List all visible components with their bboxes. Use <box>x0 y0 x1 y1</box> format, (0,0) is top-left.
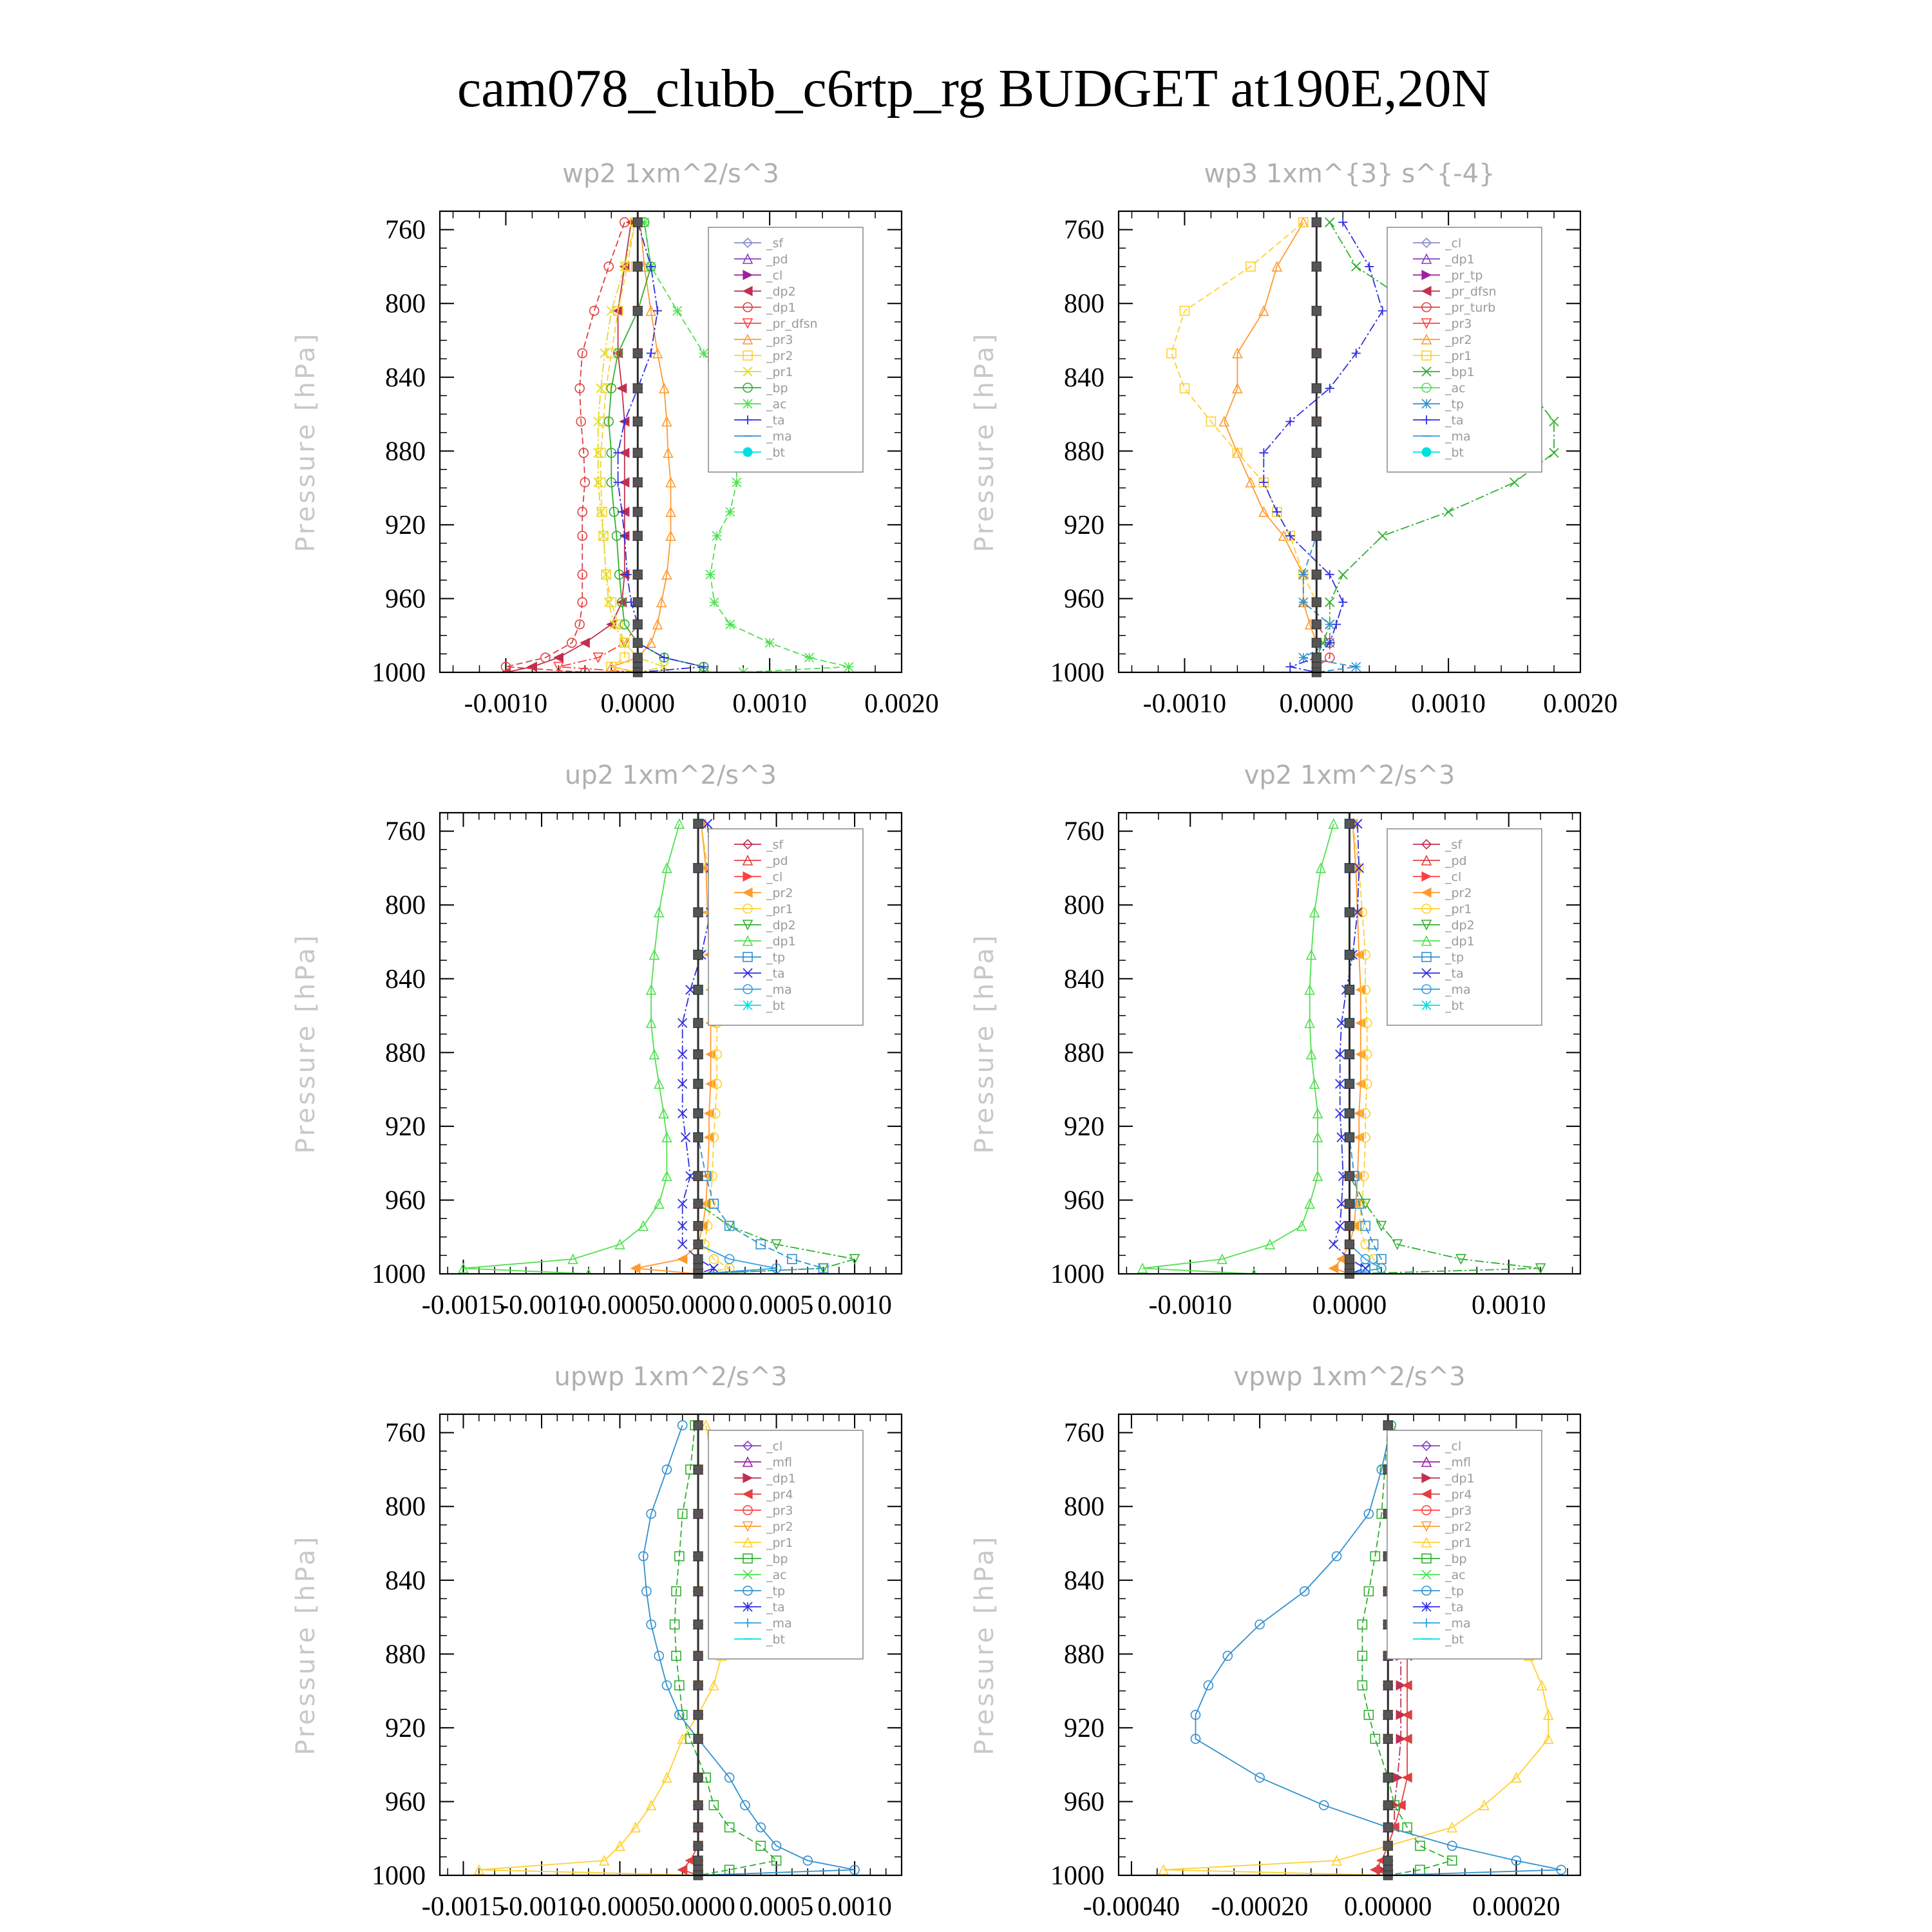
legend-label: _dp2 <box>766 918 796 933</box>
data-point-bt <box>633 653 642 662</box>
panel-title: up2 1xm^2/s^3 <box>564 761 777 790</box>
x-tick-label: 0.0005 <box>739 1892 814 1922</box>
data-point-bt <box>694 1018 703 1027</box>
y-axis-label: Pressure [hPa] <box>970 1534 999 1756</box>
y-tick-label: 840 <box>1064 363 1104 393</box>
legend-label: _bt <box>766 1633 786 1647</box>
data-point-bt <box>1383 1856 1392 1865</box>
legend-label: _bt <box>766 446 786 460</box>
y-tick-label: 840 <box>385 964 426 994</box>
data-point-bt <box>694 1620 703 1629</box>
data-point-bt <box>694 1734 703 1743</box>
data-point-bt <box>1383 1841 1392 1850</box>
y-tick-label: 760 <box>385 215 426 245</box>
y-axis-label: Pressure [hPa] <box>970 331 999 553</box>
data-point-bt <box>1345 1222 1354 1231</box>
x-tick-label: -0.0010 <box>464 689 548 719</box>
data-point-ac <box>706 570 715 579</box>
y-tick-label: 1000 <box>372 658 426 688</box>
legend-label: _pr1 <box>766 1536 793 1550</box>
x-tick-label: 0.0020 <box>1543 689 1618 719</box>
legend-label: _dp1 <box>766 934 796 949</box>
legend-label: _pr1 <box>1445 349 1472 363</box>
data-point-bt <box>1383 1773 1392 1782</box>
legend-label: _ta <box>1445 1600 1464 1615</box>
legend-label: _mfl <box>1445 1455 1471 1470</box>
data-point-bt <box>1312 417 1321 426</box>
legend-label: _bt <box>1445 446 1464 460</box>
data-point-bt <box>1312 598 1321 607</box>
legend-label: _sf <box>766 236 784 251</box>
data-point-tp <box>1299 570 1308 579</box>
legend-label: _dp1 <box>1445 252 1475 267</box>
y-tick-label: 760 <box>1064 817 1104 847</box>
legend-label: _pr1 <box>766 902 793 916</box>
legend-marker <box>1422 399 1431 408</box>
data-point-bt <box>1312 448 1321 457</box>
x-tick-label: -0.0005 <box>578 1892 662 1922</box>
data-point-bt <box>694 951 703 960</box>
y-tick-label: 920 <box>1064 510 1104 540</box>
data-point-bt <box>694 1651 703 1660</box>
legend-label: _ma <box>766 1616 792 1631</box>
legend-marker <box>743 1001 752 1010</box>
y-tick-label: 840 <box>385 1566 426 1596</box>
legend-label: _bp <box>766 381 788 395</box>
data-point-bt <box>1383 1421 1392 1430</box>
legend-marker <box>743 448 752 457</box>
legend-label: _bt <box>1445 1633 1464 1647</box>
data-point-bt <box>633 307 642 316</box>
y-tick-label: 920 <box>1064 1713 1104 1743</box>
data-point-bt <box>694 1552 703 1561</box>
data-point-bt <box>1312 507 1321 516</box>
data-point-bt <box>1345 951 1354 960</box>
x-tick-label: -0.0015 <box>421 1892 506 1922</box>
data-point-bt <box>1345 1240 1354 1249</box>
y-tick-label: 760 <box>385 817 426 847</box>
y-tick-label: 960 <box>1064 584 1104 614</box>
legend-label: _pr4 <box>766 1488 793 1502</box>
legend-label: _tp <box>1445 1584 1464 1598</box>
data-point-bt <box>1345 1133 1354 1142</box>
legend-label: _ma <box>766 983 792 997</box>
legend-label: _ta <box>1445 413 1464 428</box>
x-tick-label: 0.0010 <box>817 1291 892 1320</box>
data-point-bt <box>633 417 642 426</box>
data-point-bt <box>633 218 642 227</box>
y-tick-label: 1000 <box>372 1861 426 1891</box>
data-point-bt <box>1383 1681 1392 1690</box>
y-tick-label: 1000 <box>1050 1260 1104 1289</box>
legend-label: _pr3 <box>1445 1504 1472 1518</box>
data-point-ac <box>805 653 814 662</box>
data-point-bt <box>694 1681 703 1690</box>
legend-label: _pd <box>766 854 788 868</box>
legend-label: _pr4 <box>1445 1488 1472 1502</box>
x-tick-label: -0.0010 <box>500 1291 583 1320</box>
x-tick-label: -0.0010 <box>1148 1291 1233 1320</box>
legend-label: _ta <box>766 1600 785 1615</box>
data-point-bt <box>1345 985 1354 994</box>
legend-label: _pr1 <box>766 365 793 379</box>
data-point-bt <box>1312 531 1321 540</box>
legend-label: _sf <box>766 838 784 852</box>
data-point-ac <box>673 307 682 316</box>
data-point-bt <box>633 384 642 393</box>
y-tick-label: 800 <box>1064 1492 1104 1522</box>
legend-marker <box>1422 1602 1431 1611</box>
x-tick-label: 0.0000 <box>661 1892 735 1922</box>
x-tick-label: -0.0010 <box>1142 689 1227 719</box>
data-point-bt <box>694 1841 703 1850</box>
data-point-ac <box>844 662 853 671</box>
x-tick-label: 0.0000 <box>600 689 676 719</box>
x-tick-label: 0.0010 <box>817 1892 892 1922</box>
legend-label: _bp1 <box>1445 365 1475 379</box>
legend-label: _pr_dfsn <box>766 317 818 331</box>
data-point-bt <box>1345 1171 1354 1180</box>
y-tick-label: 800 <box>1064 289 1104 319</box>
data-point-bt <box>1312 384 1321 393</box>
x-tick-label: -0.0005 <box>578 1291 662 1320</box>
data-point-bt <box>1383 1801 1392 1810</box>
y-tick-label: 920 <box>385 510 426 540</box>
data-point-bt <box>694 1240 703 1249</box>
x-tick-label: -0.00020 <box>1211 1892 1309 1922</box>
y-tick-label: 1000 <box>1050 658 1104 688</box>
data-point-bt <box>694 1133 703 1142</box>
data-point-bt <box>633 349 642 358</box>
legend-label: _ac <box>1445 381 1466 395</box>
y-tick-label: 960 <box>1064 1787 1104 1817</box>
legend <box>1387 1430 1542 1659</box>
y-tick-label: 800 <box>385 1492 426 1522</box>
legend-label: _mfl <box>766 1455 792 1470</box>
legend-label: _ma <box>1445 983 1471 997</box>
legend-label: _pr3 <box>766 333 793 347</box>
legend-label: _dp1 <box>1445 934 1475 949</box>
legend <box>1387 829 1542 1025</box>
data-point-ac <box>699 349 708 358</box>
data-point-bt <box>694 1222 703 1231</box>
legend-label: _pr_tp <box>1445 269 1483 283</box>
legend-label: _pd <box>1445 854 1467 868</box>
legend-label: _ta <box>766 967 785 981</box>
legend-label: _ac <box>766 397 787 412</box>
legend <box>708 227 863 472</box>
data-point-tp <box>1299 598 1308 607</box>
legend-label: _bp <box>766 1552 788 1566</box>
legend-label: _dp1 <box>1445 1472 1475 1486</box>
y-tick-label: 840 <box>385 363 426 393</box>
data-point-bt <box>633 531 642 540</box>
legend-marker <box>743 399 752 408</box>
y-axis-label: Pressure [hPa] <box>291 1534 321 1756</box>
y-axis-label: Pressure [hPa] <box>291 933 321 1154</box>
data-point-bt <box>1345 1255 1354 1264</box>
y-tick-label: 880 <box>1064 1640 1104 1670</box>
y-axis-label: Pressure [hPa] <box>970 933 999 1154</box>
y-tick-label: 1000 <box>372 1260 426 1289</box>
data-point-bt <box>1312 218 1321 227</box>
y-tick-label: 760 <box>1064 1418 1104 1448</box>
legend-label: _pr2 <box>766 349 793 363</box>
data-point-bt <box>1383 1734 1392 1743</box>
legend-label: _dp1 <box>766 1472 796 1486</box>
y-tick-label: 960 <box>385 1186 426 1216</box>
y-tick-label: 960 <box>385 1787 426 1817</box>
panel-title: vp2 1xm^2/s^3 <box>1244 761 1455 790</box>
legend-label: _tp <box>766 951 786 965</box>
data-point-bt <box>633 507 642 516</box>
y-tick-label: 1000 <box>1050 1861 1104 1891</box>
legend-label: _ta <box>1445 967 1464 981</box>
data-point-bt <box>694 1823 703 1832</box>
legend-label: _pr2 <box>766 1520 793 1534</box>
x-tick-label: -0.0010 <box>500 1892 583 1922</box>
data-point-tp <box>1352 662 1361 671</box>
data-point-bt <box>694 1773 703 1782</box>
data-point-bt <box>1312 570 1321 579</box>
y-tick-label: 800 <box>1064 891 1104 921</box>
y-tick-label: 920 <box>1064 1112 1104 1142</box>
data-point-bt <box>694 1710 703 1719</box>
data-point-bt <box>633 620 642 629</box>
legend-label: _dp1 <box>766 301 796 315</box>
figure-title: cam078_clubb_c6rtp_rg BUDGET at190E,20N <box>457 59 1491 118</box>
data-point-bt <box>1312 307 1321 316</box>
y-tick-label: 920 <box>385 1713 426 1743</box>
legend-label: _ma <box>766 430 792 444</box>
data-point-bt <box>694 1199 703 1208</box>
legend-label: _tp <box>1445 397 1464 412</box>
x-tick-label: 0.0020 <box>864 689 939 719</box>
data-point-bt <box>633 598 642 607</box>
panel-title: wp2 1xm^2/s^3 <box>562 159 779 189</box>
data-point-bt <box>1345 1079 1354 1088</box>
y-tick-label: 760 <box>1064 215 1104 245</box>
legend-marker <box>1422 448 1431 457</box>
legend-label: _pr1 <box>1445 902 1472 916</box>
data-point-bt <box>694 819 703 828</box>
y-tick-label: 880 <box>385 1038 426 1068</box>
data-point-bt <box>694 1421 703 1430</box>
data-point-bt <box>694 1109 703 1118</box>
y-tick-label: 880 <box>1064 437 1104 467</box>
legend-label: _ac <box>1445 1568 1466 1582</box>
legend-label: _dp2 <box>1445 918 1475 933</box>
legend-label: _bt <box>1445 999 1464 1013</box>
legend-label: _ac <box>766 1568 787 1582</box>
legend-label: _pr3 <box>766 1504 793 1518</box>
data-point-bt <box>1383 1823 1392 1832</box>
panel-title: wp3 1xm^{3} s^{-4} <box>1204 159 1495 189</box>
legend-label: _bp <box>1445 1552 1467 1566</box>
x-tick-label: 0.0010 <box>1471 1291 1546 1320</box>
y-tick-label: 760 <box>385 1418 426 1448</box>
data-point-bt <box>633 478 642 487</box>
data-point-bt <box>1345 908 1354 917</box>
data-point-bt <box>633 448 642 457</box>
data-point-bt <box>694 1465 703 1474</box>
data-point-bt <box>694 908 703 917</box>
x-tick-label: -0.0015 <box>421 1291 506 1320</box>
data-point-bt <box>694 1050 703 1059</box>
legend-marker <box>743 1602 752 1611</box>
data-point-bt <box>1312 478 1321 487</box>
data-point-bt <box>1345 1199 1354 1208</box>
legend-label: _ma <box>1445 1616 1471 1631</box>
x-tick-label: 0.0010 <box>1411 689 1486 719</box>
data-point-bt <box>694 1587 703 1596</box>
y-tick-label: 840 <box>1064 964 1104 994</box>
x-tick-label: 0.00000 <box>1344 1892 1432 1922</box>
legend-label: _pd <box>766 252 788 267</box>
data-point-ac <box>712 531 721 540</box>
y-tick-label: 880 <box>1064 1038 1104 1068</box>
legend-label: _pr2 <box>1445 333 1472 347</box>
y-tick-label: 960 <box>1064 1186 1104 1216</box>
legend-label: _pr1 <box>1445 1536 1472 1550</box>
data-point-bt <box>1312 653 1321 662</box>
legend <box>708 1430 863 1659</box>
y-tick-label: 920 <box>385 1112 426 1142</box>
legend <box>708 829 863 1025</box>
data-point-bt <box>633 262 642 271</box>
legend-label: _dp2 <box>766 285 796 299</box>
legend <box>1387 227 1542 472</box>
y-tick-label: 960 <box>385 584 426 614</box>
legend-label: _tp <box>766 1584 786 1598</box>
legend-label: _sf <box>1445 838 1463 852</box>
data-point-bt <box>633 570 642 579</box>
data-point-bt <box>1312 638 1321 647</box>
data-point-bt <box>1383 1710 1392 1719</box>
data-point-bt <box>694 864 703 873</box>
legend-label: _pr_turb <box>1445 301 1496 315</box>
data-point-bt <box>1312 349 1321 358</box>
data-point-bt <box>1312 620 1321 629</box>
data-point-bt <box>1345 819 1354 828</box>
data-point-bt <box>694 1801 703 1810</box>
x-tick-label: 0.0005 <box>739 1291 814 1320</box>
legend-label: _cl <box>766 1439 783 1454</box>
x-tick-label: 0.0000 <box>1279 689 1354 719</box>
legend-label: _cl <box>1445 1439 1462 1454</box>
legend-label: _cl <box>1445 870 1462 884</box>
legend-label: _bt <box>766 999 786 1013</box>
data-point-bt <box>694 985 703 994</box>
data-point-bt <box>633 638 642 647</box>
data-point-bt <box>694 1255 703 1264</box>
legend-label: _cl <box>766 269 783 283</box>
data-point-bt <box>1345 1109 1354 1118</box>
data-point-bt <box>1345 1050 1354 1059</box>
data-point-ac <box>726 507 735 516</box>
legend-label: _cl <box>766 870 783 884</box>
data-point-bt <box>694 1171 703 1180</box>
legend-label: _pr2 <box>1445 886 1472 900</box>
y-axis-label: Pressure [hPa] <box>291 331 321 553</box>
legend-label: _ma <box>1445 430 1471 444</box>
data-point-ac <box>765 638 774 647</box>
legend-label: _tp <box>1445 951 1464 965</box>
legend-label: _pr_dfsn <box>1445 285 1497 299</box>
data-point-ac <box>710 598 719 607</box>
y-tick-label: 880 <box>385 437 426 467</box>
y-tick-label: 800 <box>385 289 426 319</box>
legend-label: _pr2 <box>1445 1520 1472 1534</box>
data-point-ac <box>732 478 741 487</box>
y-tick-label: 800 <box>385 891 426 921</box>
x-tick-label: 0.00020 <box>1472 1892 1560 1922</box>
data-point-ac <box>726 620 735 629</box>
y-tick-label: 880 <box>385 1640 426 1670</box>
legend-label: _pr2 <box>766 886 793 900</box>
y-tick-label: 840 <box>1064 1566 1104 1596</box>
x-tick-label: 0.0010 <box>732 689 807 719</box>
panel-title: upwp 1xm^2/s^3 <box>554 1362 788 1392</box>
legend-label: _pr3 <box>1445 317 1472 331</box>
legend-marker <box>1422 1001 1431 1010</box>
data-point-bt <box>694 1856 703 1865</box>
data-point-bt <box>694 1079 703 1088</box>
legend-label: _ta <box>766 413 785 428</box>
x-tick-label: 0.0000 <box>1312 1291 1387 1320</box>
panel-title: vpwp 1xm^2/s^3 <box>1233 1362 1466 1392</box>
data-point-bt <box>1312 262 1321 271</box>
data-point-bt <box>694 1510 703 1519</box>
data-point-bt <box>1345 864 1354 873</box>
x-tick-label: -0.00040 <box>1083 1892 1180 1922</box>
x-tick-label: 0.0000 <box>661 1291 735 1320</box>
legend-label: _cl <box>1445 236 1462 251</box>
data-point-bt <box>1345 1018 1354 1027</box>
